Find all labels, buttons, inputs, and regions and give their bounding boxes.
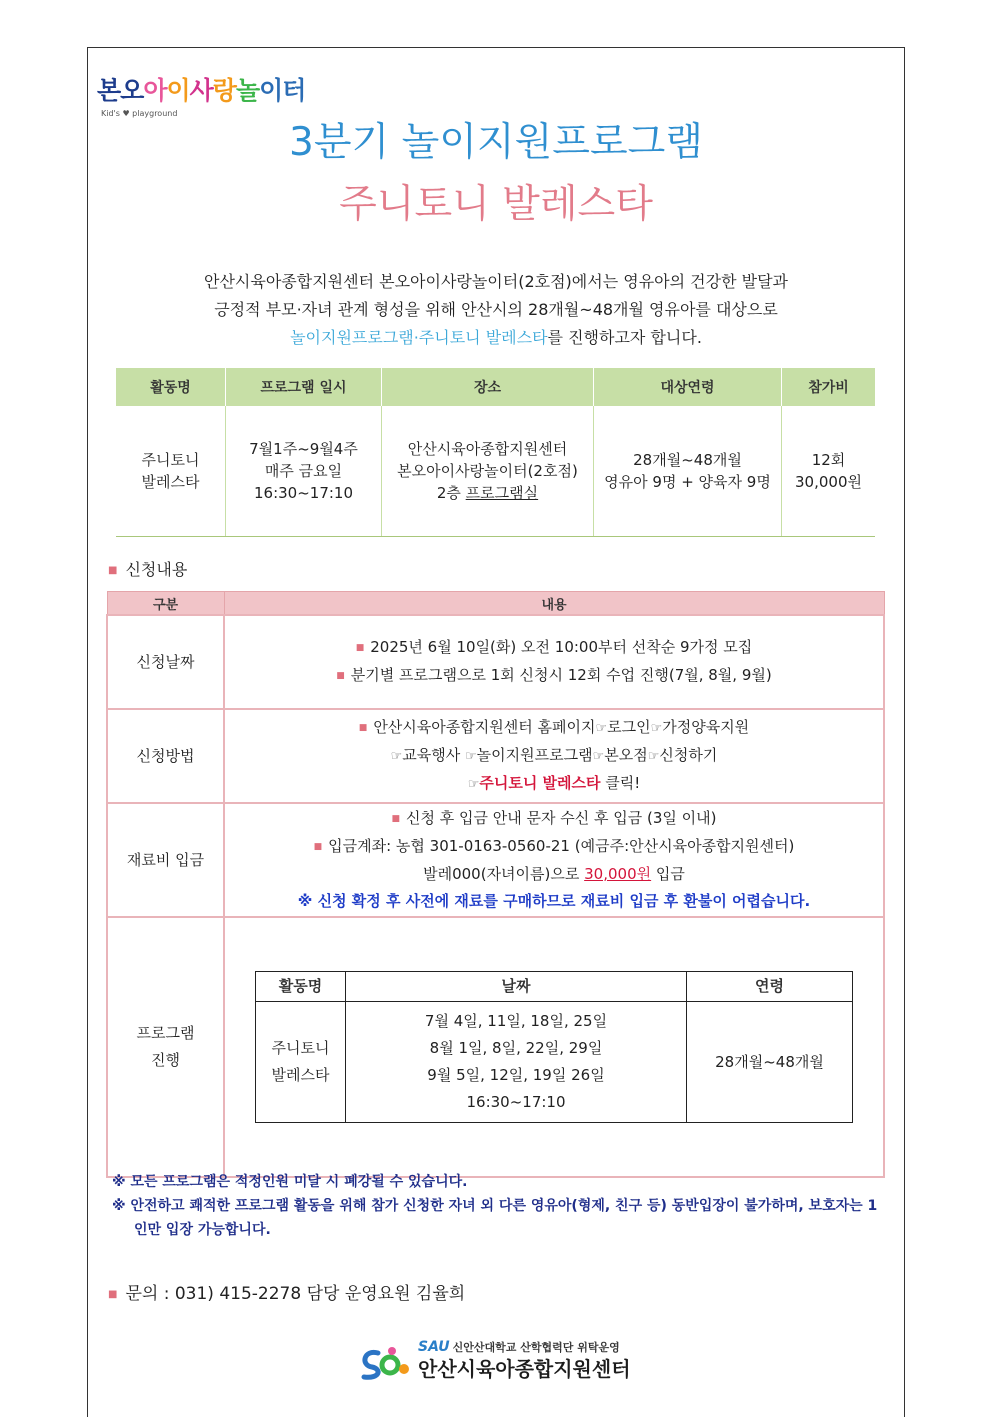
apply-header: 구분: [107, 592, 224, 616]
title-line-2: 주니토니 발레스타: [339, 182, 653, 227]
schedule-cell-age: 28개월~48개월: [687, 1002, 853, 1123]
hand-pointer-icon: ☞: [650, 721, 663, 736]
summary-header: 참가비: [782, 368, 876, 406]
apply-line: [226, 742, 882, 770]
apply-text: 클릭!: [600, 774, 641, 792]
intro-line: 안산시육아종합지원센터 본오아이사랑놀이터(2호점)에서는 영유아의 건강한 발달과: [204, 272, 788, 291]
operator-text: 신안산대학교 산학협력단 위탁운영: [452, 1341, 620, 1354]
square-bullet-icon: ■: [391, 814, 400, 824]
cell-line: 7월1주~9월4주: [249, 440, 358, 458]
note-line: ※ 안전하고 쾌적한 프로그램 활동을 위해 참가 신청한 자녀 외 다른 영유아(형제, 친구 등) 동반입장이 불가하며, 보호자는 1인만 입장 가능합니다.: [112, 1198, 878, 1238]
apply-text: 가정양육지원: [662, 718, 750, 736]
apply-label: 재료비 입금: [107, 803, 224, 917]
square-bullet-icon: ■: [108, 1289, 118, 1300]
apply-line: [226, 714, 882, 742]
summary-cell-name: [116, 406, 226, 537]
apply-line: [226, 833, 882, 861]
summary-header: 활동명: [116, 368, 226, 406]
schedule-header: 날짜: [346, 972, 687, 1002]
hand-pointer-icon: ☞: [592, 749, 605, 764]
hand-pointer-icon: ☞: [465, 749, 477, 764]
summary-cell-fee: [782, 406, 876, 537]
intro-rest: 를 진행하고자 합니다.: [547, 328, 702, 347]
summary-cell-place: [382, 406, 594, 537]
apply-content: [224, 615, 884, 709]
cell-line: 28개월~48개월: [633, 451, 742, 469]
apply-line: [226, 805, 882, 833]
footer-logo: [356, 1339, 646, 1389]
summary-cell-age: [594, 406, 782, 537]
center-logo-icon: [356, 1343, 410, 1383]
cell-line: 주니토니: [271, 1039, 330, 1057]
refund-warning: ※ 신청 확정 후 사전에 재료를 구매하므로 재료비 입금 후 환불이 어렵습니다.: [297, 892, 811, 910]
logo-part: 이: [166, 76, 190, 105]
intro-line: [120, 324, 872, 352]
logo-part: 본오: [97, 76, 144, 105]
cell-line: 9월 5일, 12일, 19일 26일: [427, 1066, 605, 1084]
apply-row-fee: [107, 803, 884, 917]
summary-header: 프로그램 일시: [226, 368, 382, 406]
intro-highlight: 놀이지원프로그램·주니토니 발레스타: [290, 328, 548, 347]
apply-content: [224, 803, 884, 917]
cell-line: 안산시육아종합지원센터: [407, 440, 568, 458]
square-bullet-icon: ■: [358, 723, 368, 733]
section-title-text: 신청내용: [125, 560, 188, 579]
schedule-row: [256, 1002, 853, 1123]
square-bullet-icon: ■: [355, 643, 365, 653]
logo-part: 놀: [235, 76, 260, 105]
note-line: ※ 모든 프로그램은 적정인원 미달 시 폐강될 수 있습니다.: [112, 1174, 468, 1190]
apply-content: [224, 917, 884, 1177]
label-line: 진행: [151, 1051, 180, 1069]
cell-line: 발레스타: [141, 473, 200, 491]
hand-pointer-icon: ☞: [647, 749, 660, 764]
logo-tagline: Kid's ♥ playground: [101, 109, 178, 118]
apply-text: 놀이지원프로그램: [476, 746, 593, 764]
schedule-header: 활동명: [256, 972, 346, 1002]
title-line-1: 3분기 놀이지원프로그램: [289, 120, 703, 165]
apply-text: 로그인: [607, 718, 651, 736]
square-bullet-icon: ■: [313, 842, 323, 852]
schedule-header-row: [256, 972, 853, 1002]
apply-header: 내용: [224, 592, 884, 616]
apply-text: 신청 후 입금 안내 문자 수신 후 입금 (3일 이내): [406, 809, 717, 827]
center-name: 안산시육아종합지원센터: [418, 1357, 631, 1381]
logo: [97, 76, 337, 122]
summary-cell-datetime: [226, 406, 382, 537]
intro-text: [120, 268, 872, 352]
apply-text: 발레000(자녀이름)으로: [423, 865, 585, 883]
floor-text: 2층: [436, 484, 466, 502]
schedule-cell-dates: [346, 1002, 687, 1123]
apply-text: 신청하기: [659, 746, 718, 764]
apply-text: 입금계좌: 농협 301-0163-0560-21 (예금주:안산시육아종합지원센터): [328, 837, 795, 855]
cell-line: 8월 1일, 8일, 22일, 29일: [429, 1039, 603, 1057]
apply-header-row: [107, 592, 884, 616]
label-line: 프로그램: [136, 1024, 195, 1042]
apply-row-schedule: [107, 917, 884, 1177]
intro-line: 긍정적 부모·자녀 관계 형성을 위해 안산시의 28개월~48개월 영유아를 대상으로: [214, 300, 778, 319]
cell-line: 영유아 9명 + 양육자 9명: [604, 473, 771, 491]
apply-line: [226, 861, 882, 888]
cell-line: 매주 금요일: [264, 462, 343, 480]
logo-part: 사: [189, 76, 213, 105]
cell-line: 16:30~17:10: [466, 1093, 566, 1111]
cell-line: 발레스타: [271, 1066, 330, 1084]
logo-part: 랑: [212, 76, 236, 105]
apply-text: 분기별 프로그램으로 1회 신청시 12회 수업 진행(7월, 8월, 9월): [350, 666, 772, 684]
schedule-cell-name: [256, 1002, 346, 1123]
logo-part: 아: [143, 76, 167, 105]
apply-label: 신청방법: [107, 709, 224, 803]
fee-amount: 30,000원: [584, 865, 652, 883]
logo-part: 이터: [259, 76, 306, 105]
summary-header-row: [116, 368, 875, 406]
summary-header: 대상연령: [594, 368, 782, 406]
apply-row-method: [107, 709, 884, 803]
notes: [112, 1170, 882, 1242]
apply-text: 2025년 6월 10일(화) 오전 10:00부터 선착순 9가정 모집: [370, 638, 753, 656]
apply-line: [226, 634, 882, 662]
apply-text: 본오점: [604, 746, 648, 764]
hand-pointer-icon: ☞: [595, 721, 608, 736]
square-bullet-icon: ■: [108, 565, 118, 576]
summary-table: [116, 368, 875, 537]
cell-line: 7월 4일, 11일, 18일, 25일: [424, 1012, 608, 1030]
apply-text: 입금: [651, 865, 685, 883]
apply-table: [106, 591, 885, 1178]
hand-pointer-icon: ☞: [467, 777, 480, 792]
apply-label: [107, 917, 224, 1177]
schedule-table: [255, 971, 853, 1123]
schedule-header: 연령: [687, 972, 853, 1002]
contact-line: [108, 1282, 465, 1307]
cell-line: 16:30~17:10: [253, 484, 354, 502]
cell-line: 12회: [811, 451, 846, 469]
apply-highlight: 주니토니 발레스타: [479, 774, 601, 792]
room-text: 프로그램실: [465, 484, 539, 502]
apply-text: 안산시육아종합지원센터 홈페이지: [373, 718, 596, 736]
cell-line: 주니토니: [141, 451, 200, 469]
apply-row-date: [107, 615, 884, 709]
cell-line: [383, 482, 592, 504]
apply-line: [226, 770, 882, 798]
summary-header: 장소: [382, 368, 594, 406]
apply-line: [226, 662, 882, 690]
section-title: [108, 559, 187, 582]
summary-row: [116, 406, 875, 537]
hand-pointer-icon: ☞: [390, 749, 403, 764]
cell-line: 본오아이사랑놀이터(2호점): [397, 462, 578, 480]
square-bullet-icon: ■: [336, 671, 345, 681]
apply-content: [224, 709, 884, 803]
apply-text: 교육행사: [402, 746, 466, 764]
sau-mark: SAU: [418, 1339, 450, 1355]
apply-label: 신청날짜: [107, 615, 224, 709]
cell-line: 30,000원: [795, 473, 862, 491]
contact-text: 문의 : 031) 415-2278 담당 운영요원 김율희: [125, 1284, 466, 1304]
